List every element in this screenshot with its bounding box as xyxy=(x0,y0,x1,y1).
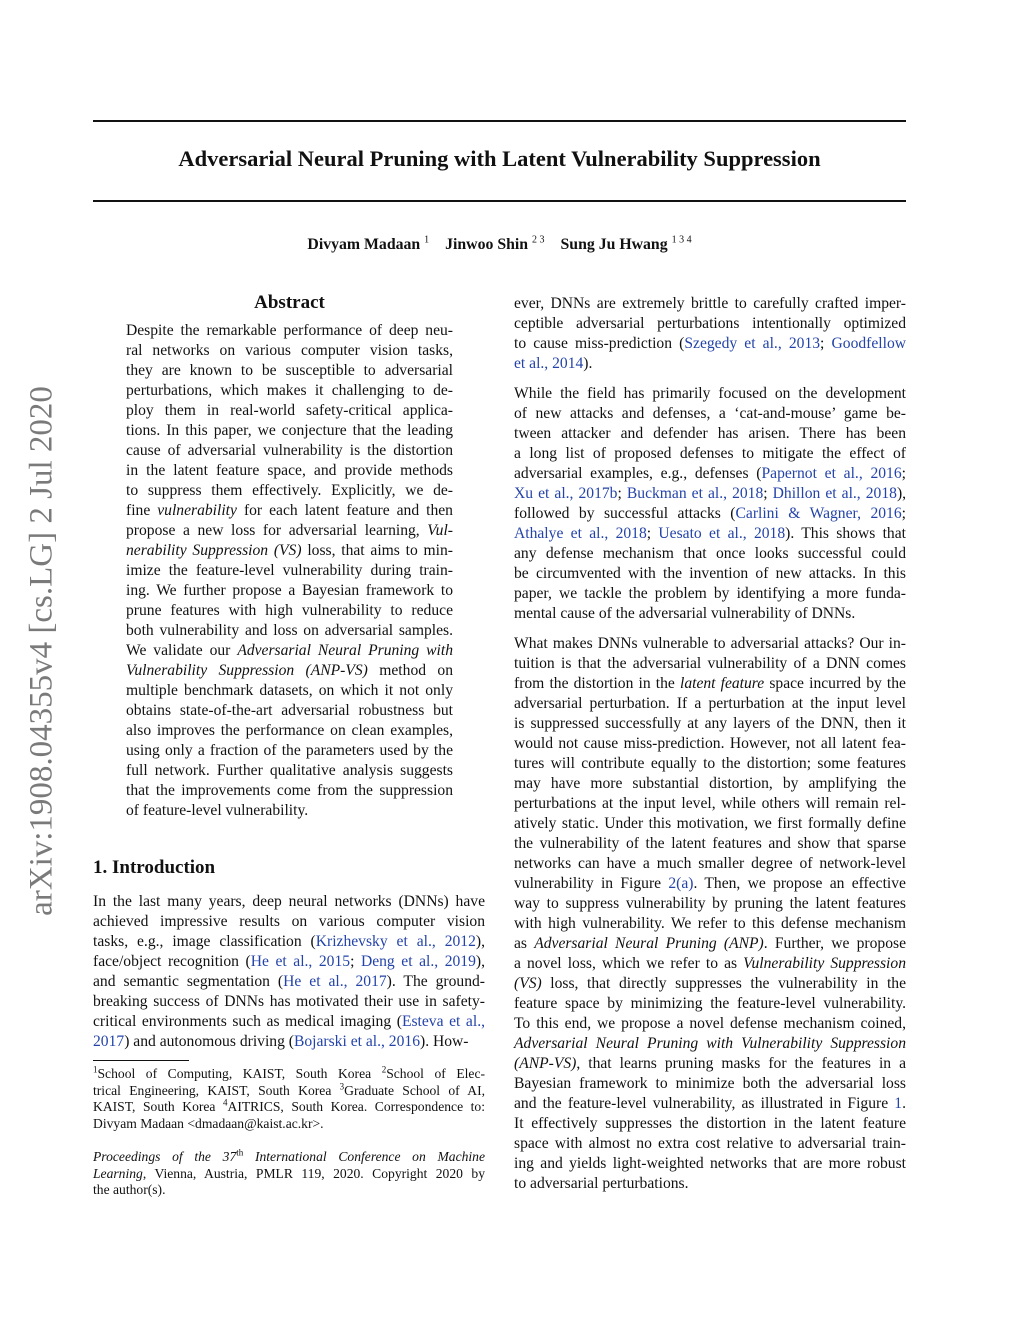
text-line xyxy=(514,834,906,854)
text-line xyxy=(126,781,453,801)
text-line xyxy=(126,581,453,601)
text-line xyxy=(514,914,906,934)
text-line xyxy=(514,424,906,444)
text-span: from the distortion in the xyxy=(514,675,680,692)
italic-text: Vul- xyxy=(427,522,453,539)
text-span: ing and yields light-weighted networks that are more robust xyxy=(514,1155,906,1172)
text-span: ), xyxy=(475,933,485,950)
text-line xyxy=(126,541,453,561)
text-line xyxy=(514,1074,906,1094)
superscript: 3 xyxy=(339,1081,345,1092)
text-span: ceptible adversarial perturbations intentionally optimized xyxy=(514,315,906,332)
citation-link[interactable]: Athalye et al., 2018 xyxy=(514,525,647,542)
superscript: 1 xyxy=(93,1064,98,1075)
text-line xyxy=(514,1054,906,1074)
text-span: of new attacks and defenses, a ‘cat-and-mouse’ game be- xyxy=(514,405,906,422)
text-line xyxy=(514,1094,906,1114)
text-span: ). This shows that xyxy=(785,525,906,542)
italic-text: Adversarial Neural Pruning with xyxy=(237,642,453,659)
text-line xyxy=(514,1154,906,1174)
text-span: cause of adversarial vulnerability is the distortion xyxy=(126,442,453,459)
author-affiliation: 2 3 xyxy=(532,234,545,246)
text-line xyxy=(126,381,453,401)
paragraph xyxy=(514,634,906,1194)
text-span: adversarial perturbation. If a perturbation at the input level xyxy=(514,695,906,712)
author-name: Jinwoo Shin xyxy=(445,236,529,253)
superscript: 2 xyxy=(381,1064,387,1075)
text-line xyxy=(93,1032,485,1052)
text-span: School of Elec- xyxy=(386,1066,486,1081)
text-line xyxy=(93,1149,485,1166)
text-line xyxy=(514,994,906,1014)
citation-link[interactable]: 1 xyxy=(894,1095,903,1112)
text-line xyxy=(514,734,906,754)
text-span: KAIST, South Korea xyxy=(93,1099,224,1115)
italic-text: Vulnerability Suppression (ANP-VS) xyxy=(126,662,368,679)
text-line xyxy=(514,584,906,604)
paragraph xyxy=(514,384,906,624)
affiliations-footnote xyxy=(93,1066,485,1142)
citation-link[interactable]: He et al., 2017 xyxy=(283,973,387,990)
text-line xyxy=(514,314,906,334)
text-span: adversarial examples, e.g., defenses ( xyxy=(514,465,762,482)
text-line xyxy=(514,544,906,564)
text-line xyxy=(514,504,906,524)
text-span: tuition is that the adversarial vulnerability of a DNN comes xyxy=(514,655,906,672)
text-line xyxy=(514,634,906,654)
text-span: as xyxy=(514,935,535,952)
text-span: ever, DNNs are extremely brittle to carefully crafted imper- xyxy=(514,295,906,312)
text-span: Graduate School of AI, xyxy=(344,1082,485,1098)
text-line xyxy=(514,974,906,994)
text-line xyxy=(126,461,453,481)
text-span: a novel loss, which we refer to as xyxy=(514,955,744,972)
paper-title: Adversarial Neural Pruning with Latent Vulnerability Suppression xyxy=(178,146,821,171)
text-span: full network. Further qualitative analysis suggests xyxy=(126,762,453,779)
text-span: ; xyxy=(763,485,773,502)
text-line xyxy=(514,894,906,914)
text-span: networks can have a much smaller degree of network-level xyxy=(514,855,906,872)
proceedings-note xyxy=(93,1149,485,1209)
author xyxy=(561,236,692,253)
citation-link[interactable]: Goodfellow xyxy=(831,335,907,352)
text-span: obtains state-of-the-art adversarial robustness but xyxy=(126,702,453,719)
italic-text: Adversarial Neural Pruning with Vulnerability Suppression xyxy=(514,1035,906,1052)
text-line xyxy=(126,421,453,441)
italic-text: Adversarial Neural Pruning (ANP) xyxy=(534,935,764,952)
italic-text: latent feature xyxy=(679,675,765,692)
paragraph xyxy=(126,321,453,821)
text-line xyxy=(514,874,906,894)
author-affiliation: 1 xyxy=(424,234,430,246)
text-line xyxy=(93,932,485,952)
text-line xyxy=(126,641,453,661)
introduction-left-column xyxy=(93,892,485,1062)
text-line xyxy=(126,601,453,621)
text-span: face/object recognition ( xyxy=(93,953,251,970)
citation-link[interactable]: Dhillon et al., 2018 xyxy=(772,485,897,502)
text-span: . Then, we propose an effective xyxy=(693,875,906,892)
text-span: ral networks on various computer vision tasks, xyxy=(126,342,453,359)
citation-link[interactable]: Xu et al., 2017b xyxy=(514,485,618,502)
text-line xyxy=(514,354,906,374)
italic-text: (VS) xyxy=(514,975,542,992)
text-line xyxy=(93,892,485,912)
text-span: ; xyxy=(901,465,906,482)
text-line xyxy=(93,1066,485,1083)
superscript: th xyxy=(236,1147,244,1158)
citation-link[interactable]: Krizhevsky et al., 2012 xyxy=(315,933,476,950)
text-span: feature space by minimizing the feature-level vulnerability. xyxy=(514,995,906,1012)
superscript: 4 xyxy=(223,1097,228,1108)
text-span: they are known to be susceptible to adversarial xyxy=(126,362,453,379)
text-span: AITRICS, South Korea. Correspondence to: xyxy=(227,1099,486,1115)
paragraph xyxy=(93,1066,485,1132)
text-span: ). The ground- xyxy=(386,973,485,990)
text-line xyxy=(126,621,453,641)
text-line xyxy=(126,521,453,541)
text-span: for each latent feature and then xyxy=(236,502,453,519)
text-span: followed by successful attacks ( xyxy=(514,505,736,522)
author xyxy=(445,236,544,253)
text-line xyxy=(514,674,906,694)
text-line xyxy=(93,1166,485,1183)
text-span: atively static. Under this motivation, we first formally define xyxy=(514,815,906,832)
text-span: In the last many years, deep neural networks (DNNs) have xyxy=(93,893,485,910)
text-line xyxy=(514,714,906,734)
text-span: to cause miss-prediction ( xyxy=(514,335,685,352)
text-line xyxy=(93,1182,485,1199)
text-span: ing. We further propose a Bayesian framework to xyxy=(126,582,453,599)
text-span: ). How- xyxy=(420,1033,469,1050)
text-span: that the improvements come from the suppression xyxy=(126,782,453,799)
text-line xyxy=(514,484,906,504)
text-line xyxy=(514,754,906,774)
text-line xyxy=(126,401,453,421)
text-span: ; xyxy=(901,505,906,522)
italic-text: Learning xyxy=(93,1165,143,1181)
text-line xyxy=(514,564,906,584)
text-span: breaking success of DNNs has motivated their use in safety- xyxy=(93,993,485,1010)
text-span: space incurred by the xyxy=(764,675,906,692)
text-span: also improves the performance on clean examples, xyxy=(126,722,453,739)
text-span: ; xyxy=(350,953,361,970)
citation-link[interactable]: Deng et al., 2019 xyxy=(360,953,476,970)
text-span: , that learns pruning masks for the features in a xyxy=(576,1055,906,1072)
text-span: vulnerability in Figure xyxy=(514,875,669,892)
abstract-body xyxy=(126,321,453,831)
text-line xyxy=(514,694,906,714)
text-line xyxy=(126,481,453,501)
text-span: to suppress them effectively. Explicitly, we de- xyxy=(126,482,453,499)
text-line xyxy=(514,1014,906,1034)
author xyxy=(307,236,429,253)
text-line xyxy=(514,334,906,354)
text-line xyxy=(93,992,485,1012)
text-span: ploy them in real-world safety-critical applica- xyxy=(126,402,453,419)
arxiv-identifier-stamp: arXiv:1908.04355v4 [cs.LG] 2 Jul 2020 xyxy=(23,386,60,916)
title-top-rule xyxy=(93,120,906,122)
text-span: paper, we tackle the problem by identifying a more funda- xyxy=(514,585,906,602)
text-span: tures will contribute equally to the distortion; some features xyxy=(514,755,906,772)
text-span: We validate our xyxy=(126,642,238,659)
text-span: critical environments such as medical imaging ( xyxy=(93,1013,402,1030)
paragraph xyxy=(514,294,906,374)
text-span: It effectively suppresses the distortion in the latent feature xyxy=(514,1115,906,1132)
text-span: ; xyxy=(646,525,659,542)
text-span: way to suppress vulnerability by pruning the latent features xyxy=(514,895,906,912)
text-line xyxy=(514,604,906,624)
text-span: ; xyxy=(820,335,832,352)
text-line xyxy=(126,741,453,761)
text-span: ). xyxy=(583,355,593,372)
text-line xyxy=(514,814,906,834)
text-line xyxy=(514,444,906,464)
citation-link[interactable]: 2017 xyxy=(93,1033,125,1050)
text-span: of feature-level vulnerability. xyxy=(126,802,309,819)
text-span: loss, that directly suppresses the vulnerability in the xyxy=(541,975,906,992)
text-line xyxy=(514,1134,906,1154)
text-span: loss, that aims to min- xyxy=(301,542,453,559)
text-span: ; xyxy=(617,485,627,502)
text-line xyxy=(514,794,906,814)
text-line xyxy=(126,701,453,721)
text-span: Bayesian framework to minimize both the adversarial loss xyxy=(514,1075,906,1092)
italic-text: (ANP-VS) xyxy=(514,1055,577,1072)
text-span: in the latent feature space, and provide methods xyxy=(126,462,453,479)
citation-link[interactable]: Buckman et al., 2018 xyxy=(626,485,764,502)
text-line xyxy=(514,854,906,874)
author-list xyxy=(93,236,906,254)
citation-link[interactable]: Szegedy et al., 2013 xyxy=(684,335,821,352)
text-line xyxy=(514,404,906,424)
text-span: ), xyxy=(896,485,907,502)
text-line xyxy=(126,341,453,361)
text-span: ) and autonomous driving ( xyxy=(124,1033,294,1050)
text-line xyxy=(126,561,453,581)
citation-link[interactable]: Uesato et al., 2018 xyxy=(658,525,786,542)
text-span: . xyxy=(902,1095,906,1112)
italic-text: vulnerability xyxy=(157,502,237,519)
text-line xyxy=(514,654,906,674)
text-line xyxy=(514,1114,906,1134)
citation-link[interactable]: Esteva et al., xyxy=(401,1013,485,1030)
text-span: propose a new loss for adversarial learning, xyxy=(126,522,428,539)
title-bottom-rule xyxy=(93,200,906,202)
text-line xyxy=(93,972,485,992)
text-span: using only a fraction of the parameters used by the xyxy=(126,742,453,759)
italic-text: Proceedings of the 37 xyxy=(93,1149,237,1164)
text-span: Despite the remarkable performance of deep neu- xyxy=(126,322,453,339)
text-span: perturbations, which makes it challenging to de- xyxy=(126,382,453,399)
text-span: fine xyxy=(126,502,158,519)
citation-link[interactable]: Bojarski et al., 2016 xyxy=(293,1033,420,1050)
text-span: a long list of proposed defenses to mitigate the effect of xyxy=(514,445,906,462)
citation-link[interactable]: Papernot et al., 2016 xyxy=(761,465,902,482)
text-line xyxy=(126,501,453,521)
text-line xyxy=(126,681,453,701)
text-span: imize the feature-level vulnerability during train- xyxy=(126,562,453,579)
footnote-rule xyxy=(93,1060,189,1061)
text-span: To this end, we propose a novel defense mechanism coined, xyxy=(514,1015,906,1032)
italic-text: International Conference on Machine xyxy=(243,1149,486,1164)
text-line xyxy=(126,321,453,341)
text-span: ), xyxy=(475,953,485,970)
text-line xyxy=(126,761,453,781)
text-span: is suppressed successfully at any layers of the DNN, then it xyxy=(514,715,906,732)
text-line xyxy=(514,954,906,974)
citation-link[interactable]: He et al., 2015 xyxy=(250,953,351,970)
text-span: mental cause of the adversarial vulnerability of DNNs. xyxy=(514,605,856,622)
text-span: the vulnerability of the latent features and show that sparse xyxy=(514,835,906,852)
text-line xyxy=(93,1099,485,1116)
text-line xyxy=(514,1034,906,1054)
text-line xyxy=(514,1174,906,1194)
text-span: may have more substantial distortion, by amplifying the xyxy=(514,775,906,792)
text-span: prune features with high vulnerability to reduce xyxy=(126,602,453,619)
text-line xyxy=(514,384,906,404)
text-span: perturbations at the input level, while others will remain rel- xyxy=(514,795,906,812)
text-span: method on xyxy=(367,662,453,679)
citation-link[interactable]: et al., 2014 xyxy=(514,355,584,372)
text-line xyxy=(93,1116,485,1133)
abstract-heading: Abstract xyxy=(254,292,325,313)
text-line xyxy=(126,721,453,741)
text-line xyxy=(93,952,485,972)
text-span: any defense mechanism that once looks successful could xyxy=(514,545,906,562)
author-affiliation: 1 3 4 xyxy=(671,234,692,246)
text-span: with high vulnerability. We refer to this defense mechanism xyxy=(514,915,906,932)
text-span: , Vienna, Austria, PMLR 119, 2020. Copyright 2020 by xyxy=(142,1165,485,1181)
text-span: What makes DNNs vulnerable to adversarial attacks? Our in- xyxy=(514,635,906,652)
text-span: be circumvented with the invention of new attacks. In this xyxy=(514,565,906,582)
paragraph xyxy=(93,892,485,1052)
introduction-right-column xyxy=(514,294,906,1204)
citation-link[interactable]: 2(a) xyxy=(668,875,694,892)
text-line xyxy=(126,801,453,821)
text-line xyxy=(126,441,453,461)
italic-text: nerability Suppression (VS) xyxy=(126,542,302,559)
text-span: multiple benchmark datasets, on which it not only xyxy=(126,682,453,699)
text-span: the author(s). xyxy=(93,1182,166,1198)
text-line xyxy=(93,1012,485,1032)
text-line xyxy=(126,361,453,381)
text-span: both vulnerability and loss on adversarial samples. xyxy=(126,622,453,639)
text-span: Divyam Madaan <dmadaan@kaist.ac.kr>. xyxy=(93,1115,324,1131)
citation-link[interactable]: Carlini & Wagner, 2016 xyxy=(735,505,902,522)
text-span: and the feature-level vulnerability, as illustrated in Figure xyxy=(514,1095,895,1112)
text-line xyxy=(93,912,485,932)
introduction-heading: 1. Introduction xyxy=(93,857,216,878)
text-span: achieved impressive results on various computer vision xyxy=(93,913,485,930)
author-name: Divyam Madaan xyxy=(307,236,421,253)
author-name: Sung Ju Hwang xyxy=(560,236,668,253)
text-span: School of Computing, KAIST, South Korea xyxy=(97,1066,382,1081)
text-line xyxy=(514,934,906,954)
text-span: While the field has primarily focused on the development xyxy=(514,385,906,402)
text-line xyxy=(514,464,906,484)
text-span: and semantic segmentation ( xyxy=(93,973,284,990)
text-line xyxy=(514,524,906,544)
italic-text: Vulnerability Suppression xyxy=(743,955,906,972)
text-span: . Further, we propose xyxy=(763,935,906,952)
text-span: tasks, e.g., image classification ( xyxy=(93,933,316,950)
text-span: would not cause miss-prediction. However, not all latent fea- xyxy=(514,735,906,752)
text-line xyxy=(514,294,906,314)
text-span: trical Engineering, KAIST, South Korea xyxy=(93,1082,340,1098)
text-span: space with almost no extra cost relative to adversarial train- xyxy=(514,1135,906,1152)
paragraph xyxy=(93,1149,485,1199)
text-span: tions. In this paper, we conjecture that the leading xyxy=(126,422,453,439)
text-line xyxy=(93,1083,485,1100)
text-line xyxy=(514,774,906,794)
text-span: to adversarial perturbations. xyxy=(514,1175,689,1192)
text-span: tween attacker and defender has arisen. There has been xyxy=(514,425,906,442)
text-line xyxy=(126,661,453,681)
